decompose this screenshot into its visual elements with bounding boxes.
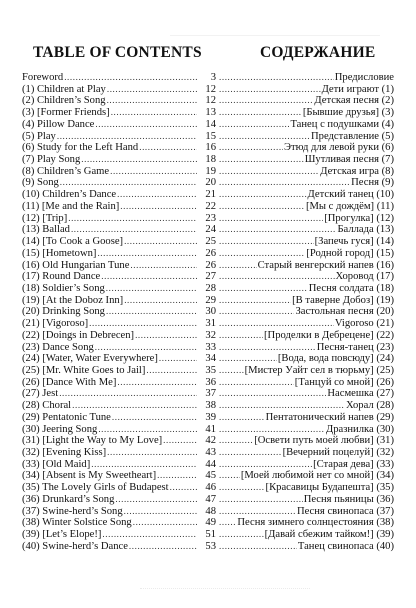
page-number: 47 [205, 493, 216, 505]
toc-entry-ru [218, 248, 394, 260]
toc-entry [22, 84, 216, 96]
entry-title-ru: [В таверне Добоз] (19) [292, 294, 394, 306]
entry-title: (35) The Lovely Girls of Budapest [22, 482, 169, 494]
dot-leader [219, 330, 263, 342]
toc-entry [22, 177, 216, 189]
toc-entry [22, 131, 216, 143]
dot-leader [170, 482, 197, 494]
page-number: 12 [205, 83, 216, 95]
page-number: 12 [205, 95, 216, 107]
entry-title: (27) Jest [22, 388, 59, 400]
entry-title: (29) Pentatonic Tune [22, 411, 111, 423]
entry-title: (14) [To Cook a Goose] [22, 236, 124, 248]
toc-entry-ru [218, 224, 394, 236]
page-number: 26 [205, 259, 216, 271]
entry-title-ru: [Давай сбежим тайком!] (39) [264, 529, 394, 541]
toc-entry-ru [218, 271, 394, 283]
dot-leader [102, 529, 197, 541]
toc-entry-ru [218, 306, 394, 318]
page-number: 3 [210, 72, 216, 83]
toc-entry [22, 154, 216, 166]
toc-entry-ru [218, 177, 394, 189]
toc-entry-ru [218, 494, 394, 506]
toc-entry-ru [218, 459, 394, 471]
dot-leader [159, 353, 197, 365]
entry-title-ru: [Красавицы Будапешта] (35) [265, 482, 394, 494]
dot-leader [120, 201, 197, 213]
toc-entry-ru [218, 482, 394, 494]
dot-leader [219, 470, 240, 482]
toc-entry-ru [218, 541, 394, 553]
dot-leader [219, 388, 326, 400]
entry-title: (26) [Dance With Me] [22, 376, 117, 388]
dot-leader [219, 236, 314, 248]
toc-entry [22, 342, 216, 354]
page-number: 48 [205, 505, 216, 517]
entry-title: (31) [Light the Way to My Love] [22, 435, 163, 447]
entry-title-ru: [Старая дева] (33) [313, 458, 394, 470]
entry-title: (15) [Hometown] [22, 247, 97, 259]
page-number: 27 [205, 271, 216, 283]
entry-title-ru: Песня-танец (23) [316, 341, 394, 353]
dot-leader [219, 306, 294, 318]
entry-title: (34) [Absent is My Sweetheart] [22, 470, 157, 482]
dot-leader [106, 283, 197, 295]
page-number: 53 [205, 540, 216, 552]
entry-title-ru: Предисловие [334, 72, 394, 83]
dot-leader [72, 400, 197, 412]
toc-entry-ru [218, 84, 394, 96]
entry-title-ru: [Моей любимой нет со мной] (34) [240, 470, 394, 482]
toc-entry [22, 318, 216, 330]
toc-entry-ru [218, 529, 394, 541]
entry-title: (7) Play Song [22, 154, 81, 166]
toc-entry [22, 447, 216, 459]
dot-leader [101, 271, 197, 283]
entry-title-ru: Песня пьяницы (36) [303, 493, 394, 505]
page-number: 25 [205, 236, 216, 248]
toc-entry-ru [218, 142, 394, 154]
entry-title-ru: [Мы с дождём] (11) [305, 200, 394, 212]
toc-entry-ru [218, 400, 394, 412]
toc-entry [22, 459, 216, 471]
entry-title: (5) Play [22, 130, 56, 142]
dot-leader [91, 459, 197, 471]
toc-entry-ru [218, 213, 394, 225]
dot-leader [219, 377, 294, 389]
toc-entry-ru [218, 342, 394, 354]
dot-leader [115, 494, 197, 506]
page-number: 35 [205, 364, 216, 376]
toc-entry [22, 248, 216, 260]
toc-entry-ru [218, 424, 394, 436]
dot-leader [219, 154, 304, 166]
dot-leader [68, 213, 197, 225]
entry-title: (40) Swine-herd’s Dance [22, 540, 128, 552]
toc-entry-ru [218, 377, 394, 389]
toc-entry-ru [218, 131, 394, 143]
dot-leader [219, 107, 302, 119]
entry-title-ru: Танец свинопаса (40) [297, 540, 394, 552]
page-number: 46 [205, 482, 216, 494]
toc-entry-ru [218, 447, 394, 459]
entry-title-ru: Vigoroso (21) [334, 318, 394, 330]
entry-title: (9) Song [22, 177, 59, 189]
entry-title-ru: Детская песня (2) [314, 95, 394, 107]
entry-title: (22) [Doings in Debrecen] [22, 329, 135, 341]
page-number: 45 [205, 470, 216, 482]
entry-title: (18) Soldier’s Song [22, 282, 105, 294]
dot-leader [219, 447, 282, 459]
toc-entry-ru [218, 201, 394, 213]
entry-title: (10) Children’s Dance [22, 189, 117, 201]
entry-title-ru: Песня солдата (18) [308, 282, 394, 294]
dot-leader [219, 283, 308, 295]
toc-entry [22, 482, 216, 494]
entry-title-ru: Хорал (28) [346, 400, 394, 412]
dot-leader [97, 248, 197, 260]
toc-entry-ru [218, 435, 394, 447]
page-number: 34 [205, 353, 216, 365]
dot-leader [81, 154, 197, 166]
toc-entry [22, 330, 216, 342]
entry-title-ru: Насмешка (27) [327, 388, 394, 400]
entry-title: (20) Drinking Song [22, 306, 105, 318]
dot-leader [219, 517, 236, 529]
dot-leader [219, 353, 277, 365]
toc-entry-ru [218, 119, 394, 131]
entry-title-ru: [Вода, вода повсюду] (24) [277, 353, 394, 365]
dot-leader [219, 224, 336, 236]
page-number: 24 [205, 224, 216, 236]
entry-title: (2) Children’s Song [22, 95, 106, 107]
dot-leader [133, 517, 197, 529]
dot-leader [95, 342, 197, 354]
toc-entry [22, 470, 216, 482]
entry-title: (28) Choral [22, 400, 72, 412]
toc-entry-ru [218, 470, 394, 482]
dot-leader [157, 470, 197, 482]
dot-leader [219, 342, 316, 354]
dot-leader [219, 529, 264, 541]
dot-leader [124, 506, 197, 518]
entry-title-ru: Представление (5) [311, 130, 394, 142]
entry-title-ru: Детская игра (8) [320, 165, 394, 177]
english-toc-list [22, 72, 216, 552]
russian-heading: СОДЕРЖАНИЕ [260, 44, 376, 61]
toc-entry [22, 365, 216, 377]
toc-entry [22, 189, 216, 201]
entry-title-ru: Пентатонический напев (29) [265, 411, 394, 423]
toc-entry [22, 142, 216, 154]
entry-title-ru: [Бывшие друзья] (3) [302, 107, 394, 119]
dot-leader [107, 84, 197, 96]
dot-leader [64, 72, 197, 84]
dot-leader [139, 142, 197, 154]
toc-entry-ru [218, 107, 394, 119]
toc-entry-ru [218, 166, 394, 178]
toc-entry [22, 213, 216, 225]
entry-title-ru: [Танцуй со мной] (26) [294, 376, 394, 388]
toc-entry-ru [218, 154, 394, 166]
toc-entry [22, 494, 216, 506]
toc-entry-ru [218, 295, 394, 307]
dot-leader [219, 260, 257, 272]
toc-entry [22, 377, 216, 389]
entry-title-ru: [Запечь гуся] (14) [314, 236, 394, 248]
entry-title: (38) Winter Solstice Song [22, 517, 132, 529]
entry-title-ru: [Мистер Уайт сел в тюрьму] (25) [244, 364, 394, 376]
page-number: 19 [205, 165, 216, 177]
dot-leader [106, 306, 197, 318]
entry-title: (37) Swine-herd’s Song [22, 505, 123, 517]
entry-title-ru: Песня свинопаса (37) [296, 505, 394, 517]
entry-title-ru: Старый венгерский напев (16) [257, 259, 394, 271]
entry-title: (1) Children at Play [22, 83, 106, 95]
dot-leader [219, 119, 289, 131]
entry-title-ru: Песня (9) [351, 177, 394, 189]
dot-leader [219, 189, 307, 201]
toc-entry [22, 119, 216, 131]
dot-leader [219, 166, 319, 178]
dot-leader [219, 72, 334, 84]
dot-leader [219, 213, 323, 225]
dot-leader [117, 377, 197, 389]
entry-title-ru: [Освети путь моей любви] (31) [254, 435, 394, 447]
page-number: 21 [205, 189, 216, 201]
dot-leader [219, 482, 265, 494]
dot-leader [219, 201, 305, 213]
dot-leader [219, 459, 312, 471]
dot-leader [111, 107, 197, 119]
dot-leader [98, 424, 197, 436]
page-number: 51 [205, 529, 216, 541]
entry-title-ru: Хоровод (17) [335, 271, 394, 283]
entry-title-ru: Детский танец (10) [307, 189, 394, 201]
toc-entry [22, 271, 216, 283]
dot-leader [110, 166, 197, 178]
entry-title: (25) [Mr. White Goes to Jail] [22, 364, 146, 376]
russian-toc-list [218, 72, 394, 552]
dot-leader [117, 189, 197, 201]
toc-entry [22, 517, 216, 529]
page-number: 31 [205, 318, 216, 330]
dot-leader [219, 506, 296, 518]
dot-leader [107, 95, 197, 107]
page-number: 16 [205, 142, 216, 154]
toc-entry-ru [218, 72, 394, 84]
page-number: 18 [205, 154, 216, 166]
toc-entry-ru [218, 365, 394, 377]
dot-leader [219, 177, 350, 189]
entry-title: Foreword [22, 72, 64, 83]
page-number: 37 [205, 388, 216, 400]
toc-entry [22, 353, 216, 365]
dot-leader [219, 295, 291, 307]
dot-leader [219, 494, 303, 506]
entry-title: (24) [Water, Water Everywhere] [22, 353, 158, 365]
toc-entry [22, 529, 216, 541]
dot-leader [71, 224, 197, 236]
entry-title: (36) Drunkard’s Song [22, 493, 115, 505]
dot-leader [219, 365, 244, 377]
entry-title-ru: [Проделки в Дебрецене] (22) [264, 329, 394, 341]
dot-leader [219, 271, 335, 283]
page-number: 49 [205, 517, 216, 529]
page-number: 23 [205, 212, 216, 224]
entry-title: (17) Round Dance [22, 271, 101, 283]
toc-entry [22, 107, 216, 119]
page-number: 39 [205, 411, 216, 423]
entry-title-ru: Дети играют (1) [321, 83, 394, 95]
toc-entry [22, 506, 216, 518]
page-number: 13 [205, 107, 216, 119]
entry-title-ru: Танец с подушками (4) [290, 118, 394, 130]
dot-leader [130, 260, 197, 272]
page-number: 38 [205, 400, 216, 412]
page-number: 29 [205, 294, 216, 306]
entry-title-ru: Шутливая песня (7) [304, 154, 394, 166]
page-number: 44 [205, 458, 216, 470]
page-number: 32 [205, 329, 216, 341]
toc-entry-ru [218, 283, 394, 295]
entry-title-ru: Застольная песня (20) [295, 306, 394, 318]
toc-entry-ru [218, 506, 394, 518]
entry-title: (21) [Vigoroso] [22, 318, 89, 330]
toc-entry-ru [218, 412, 394, 424]
dot-leader [129, 541, 197, 553]
page-number: 22 [205, 200, 216, 212]
dot-leader [135, 330, 197, 342]
english-heading: TABLE OF CONTENTS [33, 44, 202, 61]
toc-entry [22, 295, 216, 307]
entry-title: (6) Study for the Left Hand [22, 142, 139, 154]
toc-entry [22, 435, 216, 447]
page-number: 42 [205, 435, 216, 447]
page-number: 36 [205, 376, 216, 388]
entry-title: (8) Children’s Game [22, 165, 110, 177]
entry-title: (32) [Evening Kiss] [22, 447, 107, 458]
dot-leader [124, 295, 197, 307]
entry-title: (19) [At the Doboz Inn] [22, 294, 124, 306]
entry-title: (12) [Trip] [22, 212, 68, 224]
dot-leader [219, 95, 313, 107]
toc-entry-ru [218, 330, 394, 342]
toc-entry-ru [218, 353, 394, 365]
entry-title: (13) Ballad [22, 224, 70, 236]
dot-leader [219, 318, 334, 330]
toc-entry [22, 388, 216, 400]
dot-leader [219, 248, 305, 260]
entry-title-ru: [Родной город] (15) [306, 247, 394, 259]
dot-leader [219, 435, 253, 447]
entry-title: (4) Pillow Dance [22, 118, 95, 130]
entry-title-ru: Песня зимнего солнцестояния (38) [237, 517, 394, 529]
toc-entry [22, 424, 216, 436]
entry-title-ru: Этюд для левой руки (6) [283, 142, 394, 154]
entry-title: (16) Old Hungarian Tune [22, 259, 130, 271]
toc-entry [22, 72, 216, 84]
dot-leader [124, 236, 197, 248]
entry-title: (3) [Former Friends] [22, 107, 110, 119]
page-number: 15 [205, 130, 216, 142]
toc-entry-ru [218, 517, 394, 529]
dot-leader [163, 435, 197, 447]
page-number: 14 [205, 118, 216, 130]
dot-leader [59, 388, 197, 400]
entry-title-ru: [Вечерний поцелуй] (32) [282, 447, 394, 458]
toc-entry-ru [218, 236, 394, 248]
toc-entry-ru [218, 260, 394, 272]
dot-leader [219, 424, 325, 436]
dot-leader [219, 142, 283, 154]
entry-title: (30) Jeering Song [22, 423, 98, 435]
toc-entry-ru [218, 95, 394, 107]
entry-title-ru: [Прогулка] (12) [324, 212, 394, 224]
toc-entry [22, 201, 216, 213]
dot-leader [219, 131, 310, 143]
toc-entry [22, 283, 216, 295]
page-number: 41 [205, 423, 216, 435]
dot-leader [107, 447, 197, 459]
dot-leader [146, 365, 197, 377]
toc-entry [22, 541, 216, 553]
dot-leader [219, 412, 265, 424]
dot-leader [57, 131, 197, 143]
toc-entry [22, 95, 216, 107]
toc-entry [22, 166, 216, 178]
dot-leader [60, 177, 197, 189]
toc-entry-ru [218, 189, 394, 201]
entry-title: (11) [Me and the Rain] [22, 200, 120, 212]
dot-leader [219, 541, 297, 553]
toc-entry [22, 400, 216, 412]
toc-entry [22, 412, 216, 424]
entry-title: (23) Dance Song [22, 341, 94, 353]
toc-entry [22, 306, 216, 318]
page-number: 43 [205, 447, 216, 458]
dot-leader [219, 400, 345, 412]
entry-title-ru: Баллада (13) [337, 224, 394, 236]
page-number: 20 [205, 177, 216, 189]
toc-entry-ru [218, 388, 394, 400]
dot-leader [95, 119, 197, 131]
dot-leader [112, 412, 197, 424]
page-number: 28 [205, 282, 216, 294]
entry-title: (39) [Let’s Elope!] [22, 529, 102, 541]
toc-entry [22, 260, 216, 272]
page-number: 33 [205, 341, 216, 353]
dot-leader [219, 84, 321, 96]
page-number: 30 [205, 306, 216, 318]
toc-entry-ru [218, 318, 394, 330]
toc-entry [22, 236, 216, 248]
entry-title-ru: Дразнилка (30) [325, 423, 394, 435]
entry-title: (33) [Old Maid] [22, 458, 91, 470]
faint-bottom-print [140, 588, 310, 595]
page-number: 26 [205, 247, 216, 259]
toc-entry [22, 224, 216, 236]
dot-leader [89, 318, 197, 330]
